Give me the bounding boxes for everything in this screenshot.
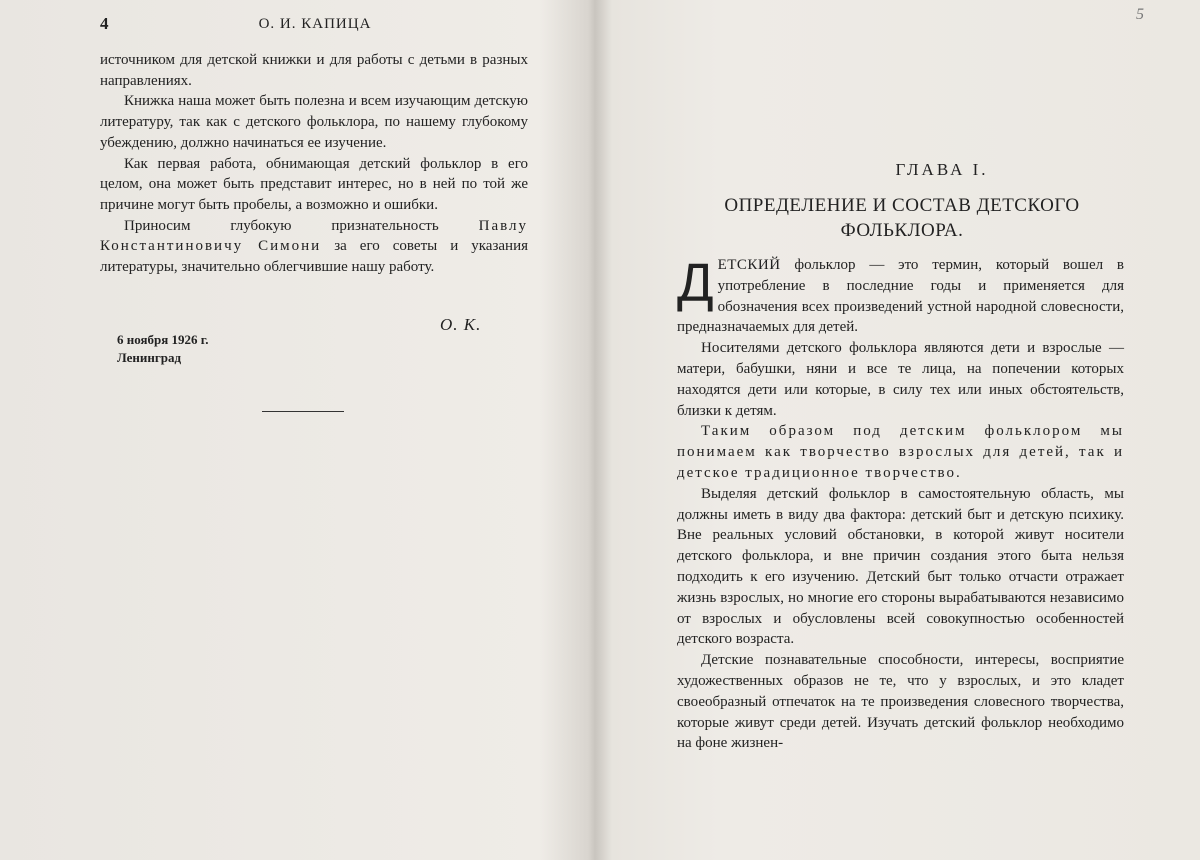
place: Ленинград — [117, 350, 182, 365]
left-body-text — [100, 50, 528, 278]
acknowledgement-paragraph — [100, 216, 528, 278]
page-number: 4 — [100, 14, 109, 33]
drop-cap: Д — [677, 253, 714, 313]
acknowledged-person: Павлу Константиновичу Симони — [100, 217, 528, 255]
dateline — [117, 331, 208, 367]
definition-paragraph: Таким образом под детским фольклором мы понимаем как творчество взрослых для детей, так и детское традиционное творчество. — [677, 423, 1124, 481]
paragraph: Носителями детского фольклора являются дети и взрослые — матери, бабушки, няни и все те лица, на попечении которых находятся дети или которые, в силу тех или иных обстоятельств, близки к детям. — [677, 340, 1124, 419]
left-page — [0, 0, 590, 860]
opening-text: фольклор — это термин, который вошел в употребление в последние годы и применяется для обозначения всех произведений устной народной словесности, предназначаемых для детей. — [677, 257, 1124, 336]
paragraph: Как первая работа, обнимающая детский фольклор в его целом, она может быть представит интерес, но в ней по той же причине могут быть пробелы, а возможно и ошибки. — [100, 155, 528, 213]
first-word: ЕТСКИЙ — [717, 257, 781, 273]
paragraph: Выделяя детский фольклор в самостоятельную область, мы должны иметь в виду два фактора: детский быт и детскую психику. Вне реальных условий обстановки, в которой живут носители детского фольклора, и вне причин создания этого быта нельзя подходить к его изучению. Детский быт только отчасти отражает жизнь взрослых, но многие его стороны вырабатываются независимо от взрослых и обусловлены всей совокупностью особенностей детского возраста. — [677, 485, 1124, 648]
opening-paragraph — [677, 255, 1124, 338]
right-body-text — [677, 255, 1124, 754]
right-page — [600, 0, 1200, 860]
handwritten-page-number: 5 — [1136, 6, 1144, 23]
acknowledgement-rest: за его советы и указания литературы, значительно облегчившие нашу работу. — [100, 238, 528, 276]
acknowledgement-lead: Приносим глубокую признательность — [124, 217, 479, 234]
chapter-label: ГЛАВА I. — [895, 160, 989, 179]
author-initials: О. К. — [440, 315, 482, 334]
paragraph: Детские познавательные способности, интересы, восприятие художественных образов не те, что у взрослых, и это кладет своеобразный отпечаток на те произведения словесного творчества, которые живут среди детей. Изучать детский фольклор необходимо на фоне жизнен- — [677, 652, 1124, 752]
chapter-title: ОПРЕДЕЛЕНИЕ И СОСТАВ ДЕТСКОГО ФОЛЬКЛОРА. — [724, 195, 1080, 241]
section-divider — [262, 411, 344, 412]
running-head: О. И. КАПИЦА — [258, 16, 372, 32]
paragraph: источником для детской книжки и для работы с детьми в разных направлениях. — [100, 52, 528, 89]
paragraph: Книжка наша может быть полезна и всем изучающим детскую литературу, так как с детского фольклора, по нашему глубокому убеждению, должно начинаться ее изучение. — [100, 93, 528, 151]
date: 6 ноября 1926 г. — [117, 332, 209, 347]
